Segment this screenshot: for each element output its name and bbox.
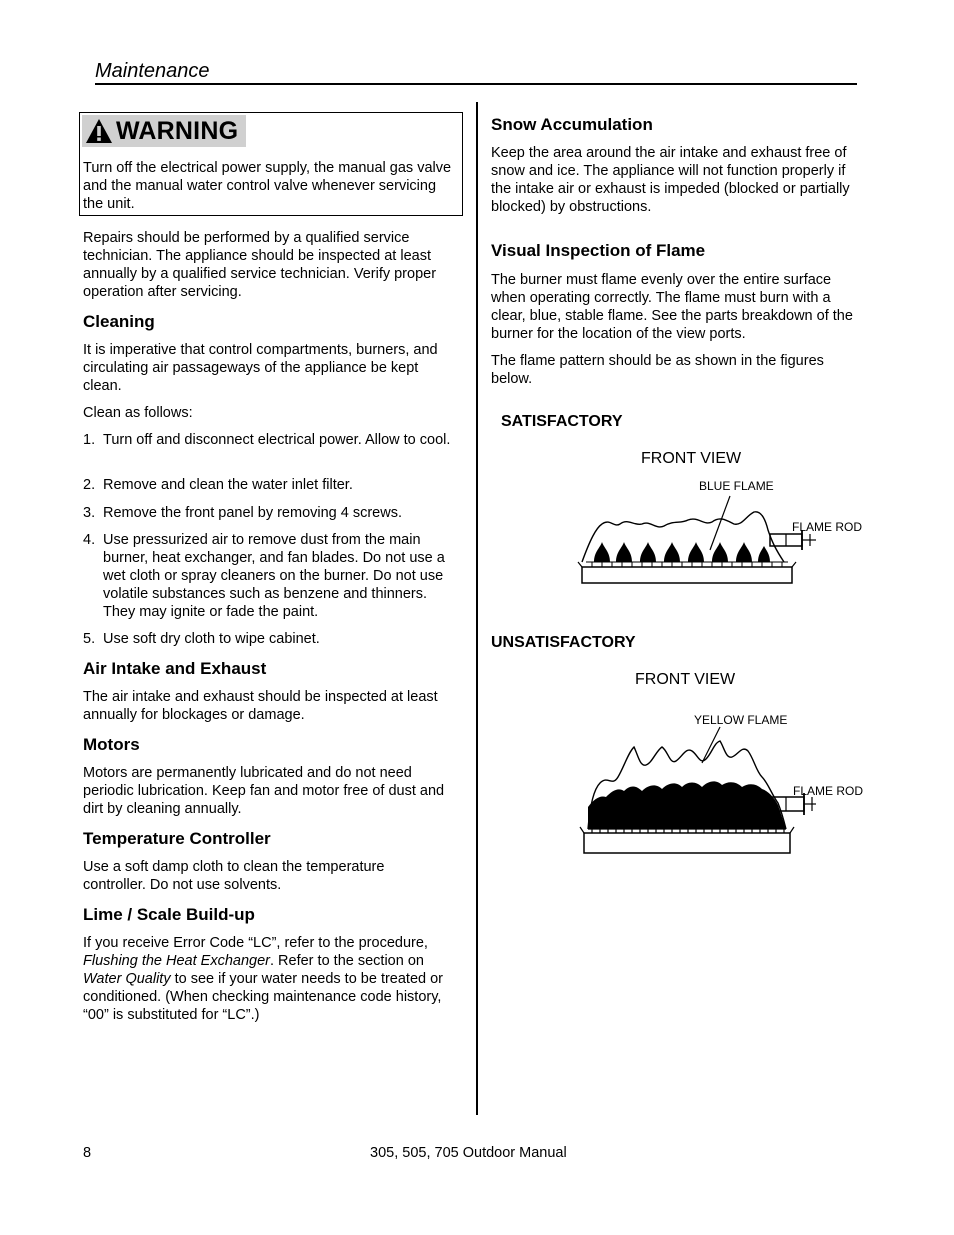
lime-text-1: If you receive Error Code “LC”, refer to the procedure, (83, 935, 428, 951)
visual-inspection-heading: Visual Inspection of Flame (491, 241, 706, 260)
flame-rod-label: FLAME ROD (792, 520, 863, 534)
page-number: 8 (83, 1145, 92, 1161)
temperature-heading: Temperature Controller (83, 829, 271, 848)
manual-title: 305, 505, 705 Outdoor Manual (370, 1145, 567, 1161)
visual-inspection-paragraph: The burner must flame evenly over the entire surface when operating correctly. The flame must burn with a clear, blue, stable flame. See the parts breakdown of the burner for the location of the view ports. (491, 272, 853, 342)
temperature-paragraph: Use a soft damp cloth to clean the temperature controller. Do not use solvents. (83, 859, 385, 893)
list-item (83, 630, 458, 648)
list-text: Turn off and disconnect electrical power. Allow to cool. (103, 432, 451, 448)
satisfactory-burner-diagram (570, 490, 830, 590)
warning-header (82, 115, 246, 147)
satisfactory-label: SATISFACTORY (501, 413, 623, 430)
list-text: Remove the front panel by removing 4 screws. (103, 505, 402, 521)
warning-title: WARNING (116, 116, 239, 145)
list-number: 3. (83, 505, 96, 521)
lime-text-3: to see if your water needs to be treated or conditioned. (When checking maintenance code history, “00” is substituted for “LC”.) (83, 971, 444, 1023)
list-number: 5. (83, 631, 96, 647)
air-intake-paragraph: The air intake and exhaust should be inspected at least annually for blockages or damage. (83, 689, 438, 723)
clean-as-follows: Clean as follows: (83, 405, 193, 421)
list-item (83, 531, 458, 621)
list-number: 4. (83, 532, 96, 548)
list-text: Use pressurized air to remove dust from the main burner, heat exchanger, and fan blades. Do not use a wet cloth or spray cleaners on the burner. Do not use volatile substances such as benzene and thinners. They may ignite or fade the paint. (103, 532, 445, 620)
list-text: Remove and clean the water inlet filter. (103, 477, 353, 493)
list-item (83, 431, 458, 449)
list-number: 2. (83, 477, 96, 493)
snow-heading: Snow Accumulation (491, 115, 653, 134)
flame-rod-label-2: FLAME ROD (793, 784, 864, 798)
lime-scale-heading: Lime / Scale Build-up (83, 905, 255, 924)
snow-paragraph: Keep the area around the air intake and exhaust free of snow and ice. The appliance will not function properly if the intake air or exhaust is impeded (blocked or partially blocked) by obstructions. (491, 145, 850, 215)
lime-scale-paragraph (83, 934, 459, 1024)
air-intake-heading: Air Intake and Exhaust (83, 659, 267, 678)
list-item (83, 504, 458, 522)
flame-pattern-paragraph: The flame pattern should be as shown in the figures below. (491, 353, 824, 387)
unsatisfactory-burner-diagram (572, 725, 830, 857)
motors-paragraph: Motors are permanently lubricated and do not need periodic lubrication. Keep fan and motor free of dust and dirt by cleaning annually. (83, 765, 445, 817)
cleaning-heading: Cleaning (83, 312, 155, 331)
unsatisfactory-label: UNSATISFACTORY (491, 634, 636, 651)
intro-paragraph: Repairs should be performed by a qualified service technician. The appliance should be inspected at least annually by a qualified service technician. Verify proper operation after servicing. (83, 230, 437, 300)
warning-box (79, 112, 463, 216)
front-view-label: FRONT VIEW (641, 450, 742, 467)
warning-text: Turn off the electrical power supply, the manual gas valve and the manual water control valve whenever servicing the unit. (83, 160, 452, 212)
lime-water-quality-ref: Water Quality (83, 971, 171, 987)
list-text: Use soft dry cloth to wipe cabinet. (103, 631, 320, 647)
warning-triangle-icon (85, 118, 113, 144)
blue-flame-label: BLUE FLAME (699, 479, 774, 493)
list-item (83, 476, 458, 494)
yellow-flame-label: YELLOW FLAME (694, 713, 788, 727)
front-view-label-2: FRONT VIEW (635, 671, 736, 688)
motors-heading: Motors (83, 735, 140, 754)
list-number: 1. (83, 432, 96, 448)
lime-procedure-ref: Flushing the Heat Exchanger (83, 953, 270, 969)
cleaning-paragraph: It is imperative that control compartments, burners, and circulating air passageways of the appliance be kept clean. (83, 342, 438, 394)
lime-text-2: . Refer to the section on (270, 953, 424, 969)
section-title: Maintenance (95, 60, 210, 82)
header-rule (95, 83, 857, 85)
column-divider (476, 102, 478, 1115)
